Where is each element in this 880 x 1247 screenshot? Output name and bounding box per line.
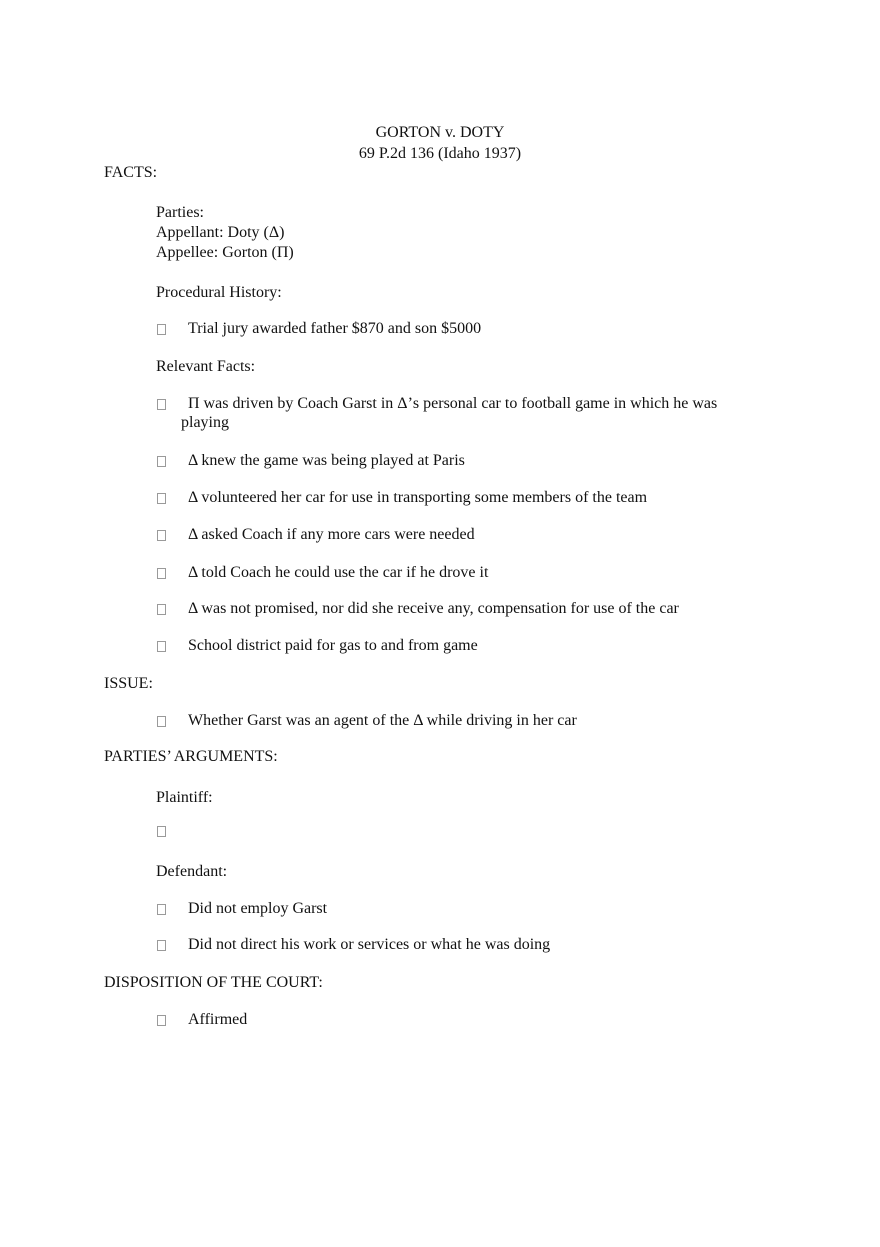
bullet-icon <box>157 641 166 652</box>
case-citation: 69 P.2d 136 (Idaho 1937) <box>358 145 522 162</box>
parties-label: Parties: <box>156 204 204 221</box>
bullet-icon <box>157 826 166 837</box>
bullet-icon <box>157 530 166 541</box>
disposition-heading: DISPOSITION OF THE COURT: <box>104 974 323 991</box>
disposition-item: Affirmed <box>188 1011 248 1028</box>
bullet-icon <box>157 399 166 410</box>
issue-heading: ISSUE: <box>104 675 153 692</box>
relevant-fact-item: Δ knew the game was being played at Paris <box>188 452 465 469</box>
appellant-line: Appellant: Doty (Δ) <box>156 224 285 241</box>
relevant-fact-item: Δ was not promised, nor did she receive any, compensation for use of the car <box>188 600 679 617</box>
bullet-icon <box>157 324 166 335</box>
arguments-heading: PARTIES’ ARGUMENTS: <box>104 748 278 765</box>
relevant-facts-label: Relevant Facts: <box>156 358 256 375</box>
case-title: GORTON v. DOTY <box>375 124 505 141</box>
bullet-icon <box>157 568 166 579</box>
bullet-icon <box>157 940 166 951</box>
relevant-fact-item: School district paid for gas to and from game <box>188 637 478 654</box>
appellee-line: Appellee: Gorton (Π) <box>156 244 294 261</box>
plaintiff-label: Plaintiff: <box>156 789 213 806</box>
defendant-label: Defendant: <box>156 863 228 880</box>
defendant-argument-item: Did not direct his work or services or what he was doing <box>188 936 551 953</box>
facts-heading: FACTS: <box>104 164 158 181</box>
bullet-icon <box>157 493 166 504</box>
procedural-history-label: Procedural History: <box>156 284 282 301</box>
issue-item: Whether Garst was an agent of the Δ while driving in her car <box>188 712 577 729</box>
relevant-fact-item: Δ told Coach he could use the car if he drove it <box>188 564 489 581</box>
procedural-history-item: Trial jury awarded father $870 and son $5000 <box>188 320 482 337</box>
defendant-argument-item: Did not employ Garst <box>188 900 328 917</box>
relevant-fact-item-continued: playing <box>181 414 229 431</box>
relevant-fact-item: Δ asked Coach if any more cars were needed <box>188 526 475 543</box>
bullet-icon <box>157 604 166 615</box>
bullet-icon <box>157 904 166 915</box>
bullet-icon <box>157 456 166 467</box>
bullet-icon <box>157 716 166 727</box>
relevant-fact-item: Δ volunteered her car for use in transporting some members of the team <box>188 489 648 506</box>
relevant-fact-item: Π was driven by Coach Garst in Δ’s personal car to football game in which he was <box>188 395 718 412</box>
bullet-icon <box>157 1015 166 1026</box>
